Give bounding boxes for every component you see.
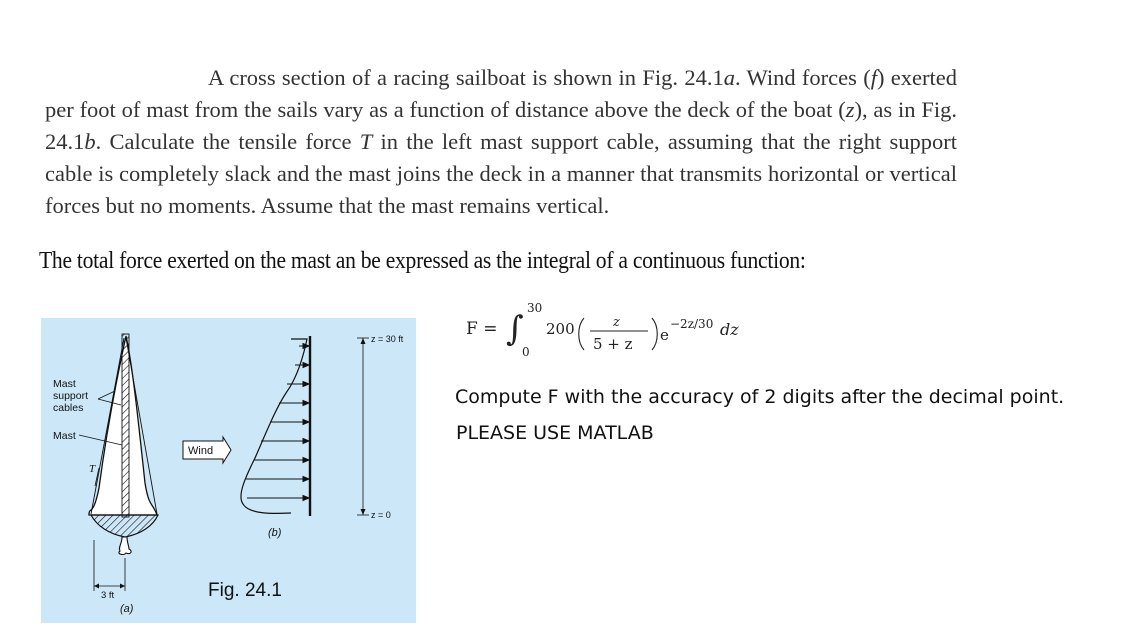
upper-limit: 30: [527, 301, 543, 315]
label-z0: z = 0: [371, 510, 391, 520]
problem-statement: A cross section of a racing sailboat is shown in Fig. 24.1a. Wind forces (f) exerted per foot of mast from the sails vary as a function of distance above the deck of the boat (z), as in Fig. 24.1b. Calculate the tensile force T in the left mast support cable, assuming that the right support cable is completely slack and the mast joins the deck in a manner that transmits horizontal or vertical forces but no moments. Assume that the mast remains vertical.: [45, 65, 957, 218]
exp-base: e: [660, 326, 669, 344]
instruction-matlab: PLEASE USE MATLAB: [456, 422, 654, 444]
label-mast: Mast: [53, 430, 76, 442]
exponent: −2z/30: [670, 317, 714, 331]
force-profile: [241, 336, 310, 516]
label-a: (a): [120, 603, 134, 615]
total-force-text: The total force exerted on the mast an be expressed as the integral of a continuous function:: [39, 248, 806, 274]
force-arrowhead: [303, 496, 309, 501]
fraction-denominator: 5 + z: [593, 335, 633, 353]
differential: dz: [720, 320, 739, 339]
instruction-accuracy: Compute F with the accuracy of 2 digits after the decimal point.: [455, 386, 1065, 408]
label-3ft: 3 ft: [101, 590, 115, 601]
label-b: (b): [268, 527, 282, 539]
figure-caption: Fig. 24.1: [208, 580, 282, 601]
force-arrowhead: [303, 401, 309, 406]
lower-limit: 0: [522, 345, 530, 359]
force-arrowhead: [303, 363, 309, 368]
fraction-numerator: z: [613, 315, 620, 330]
label-t: T: [89, 463, 96, 475]
label-mast-support-1: Mast: [53, 378, 76, 390]
integral-sign-icon: ∫: [506, 309, 524, 349]
deck: [91, 515, 158, 537]
mast: [122, 334, 129, 517]
keel: [119, 537, 131, 554]
force-arrowhead: [303, 477, 309, 482]
sailboat-figure: [41, 318, 416, 623]
force-arrowhead: [303, 439, 309, 444]
force-arrowhead: [303, 382, 309, 387]
figure-drawing: [41, 318, 416, 623]
equation-lhs: F =: [466, 319, 498, 339]
label-mast-support-3: cables: [53, 402, 84, 414]
integral-equation: [466, 296, 756, 366]
force-arrowhead: [303, 344, 309, 349]
force-arrowhead: [303, 458, 309, 463]
force-arrowhead: [303, 420, 309, 425]
label-wind: Wind: [188, 445, 214, 457]
coefficient: 200: [546, 320, 575, 338]
label-z30: z = 30 ft: [371, 334, 404, 344]
label-mast-support-2: support: [53, 390, 89, 402]
